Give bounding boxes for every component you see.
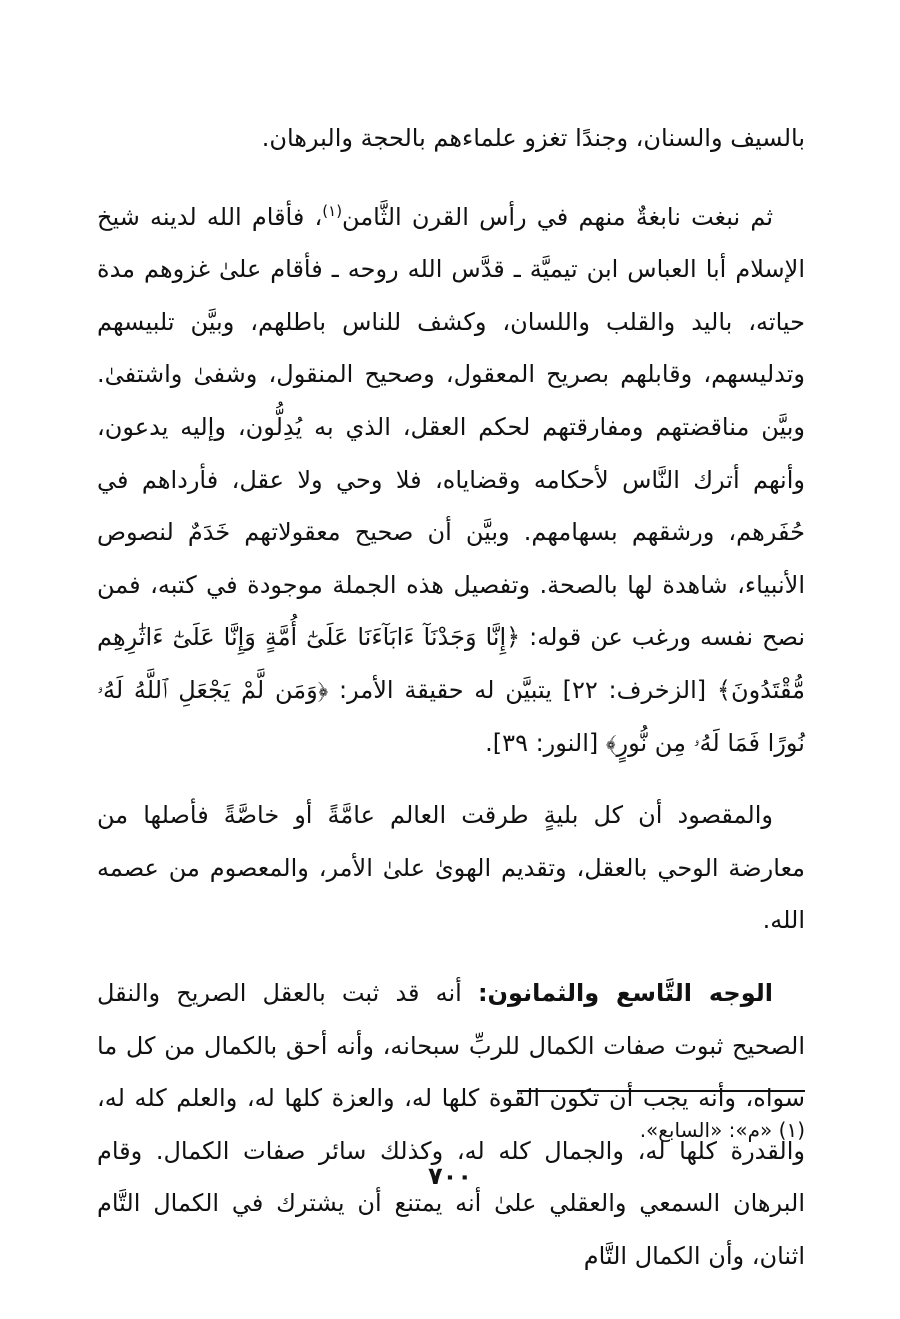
paragraph-3: والمقصود أن كل بليةٍ طرقت العالم عامَّةً أو خاصَّةً فأصلها من معارضة الوحي بالعقل، وتقديم الهوىٰ علىٰ الأمر، والمعصوم من عصمه الله. bbox=[97, 801, 805, 935]
paragraph-2-before-marker: ثم نبغت نابغةٌ منهم في رأس القرن الثَّامن bbox=[342, 202, 773, 231]
paragraph-1: بالسيف والسنان، وجندًا تغزو علماءهم بالحجة والبرهان. bbox=[261, 124, 805, 152]
footnote-separator bbox=[517, 1090, 805, 1092]
paragraph-2 bbox=[97, 185, 805, 770]
paragraph-4-text: أنه قد ثبت بالعقل الصريح والنقل الصحيح ثبوت صفات الكمال للربِّ سبحانه، وأنه أحق بالكمال من كل ما سواه، وأنه يجب أن تكون القوة كلها له، والعزة كلها له، والعلم كله له، والقدرة كلها له، والجمال كله له، وكذلك سائر صفات الكمال. وقام البرهان السمعي والعقلي علىٰ أنه يمتنع أن يشترك في الكمال التَّام اثنان، وأن الكمال التَّام bbox=[97, 978, 805, 1270]
footnote: (١) «م»: «السابع». bbox=[639, 1118, 805, 1142]
page-body bbox=[97, 112, 805, 1282]
section-heading-inline: الوجه التَّاسع والثمانون: bbox=[477, 978, 773, 1007]
page-number: ٧٠٠ bbox=[428, 1162, 472, 1190]
footnote-marker: (١) bbox=[322, 201, 343, 220]
paragraph-2-after-marker: ، فأقام الله لدينه شيخ الإسلام أبا العباس ابن تيميَّة ـ قدَّس الله روحه ـ فأقام علىٰ غزوهم مدة حياته، باليد والقلب واللسان، وكشف للناس باطلهم، وبيَّن تلبيسهم وتدليسهم، وقابلهم بصريح المعقول، وصحيح المنقول، وشفىٰ واشتفىٰ. وبيَّن مناقضتهم ومفارقتهم لحكم العقل، الذي به يُدِلُّون، وإليه يدعون، وأنهم أترك النَّاس لأحكامه وقضاياه، فلا وحي ولا عقل، فأرداهم في حُفَرهم، ورشقهم بسهامهم. وبيَّن أن صحيح معقولاتهم خَدَمٌ لنصوص الأنبياء، شاهدة لها بالصحة. وتفصيل هذه الجملة موجودة في كتبه، فمن نصح نفسه ورغب عن قوله: ﴿إِنَّا وَجَدْنَآ ءَابَآءَنَا عَلَىٰٓ أُمَّةٍ وَإِنَّا عَلَىٰٓ ءَاثَٰرِهِم مُّقْتَدُونَ﴾ [الزخرف: ٢٢] يتبيَّن له حقيقة الأمر: ﴿وَمَن لَّمْ يَجْعَلِ ٱللَّهُ لَهُۥ نُورًا فَمَا لَهُۥ مِن نُّورٍ﴾ [النور: ٣٩]. bbox=[97, 202, 805, 757]
